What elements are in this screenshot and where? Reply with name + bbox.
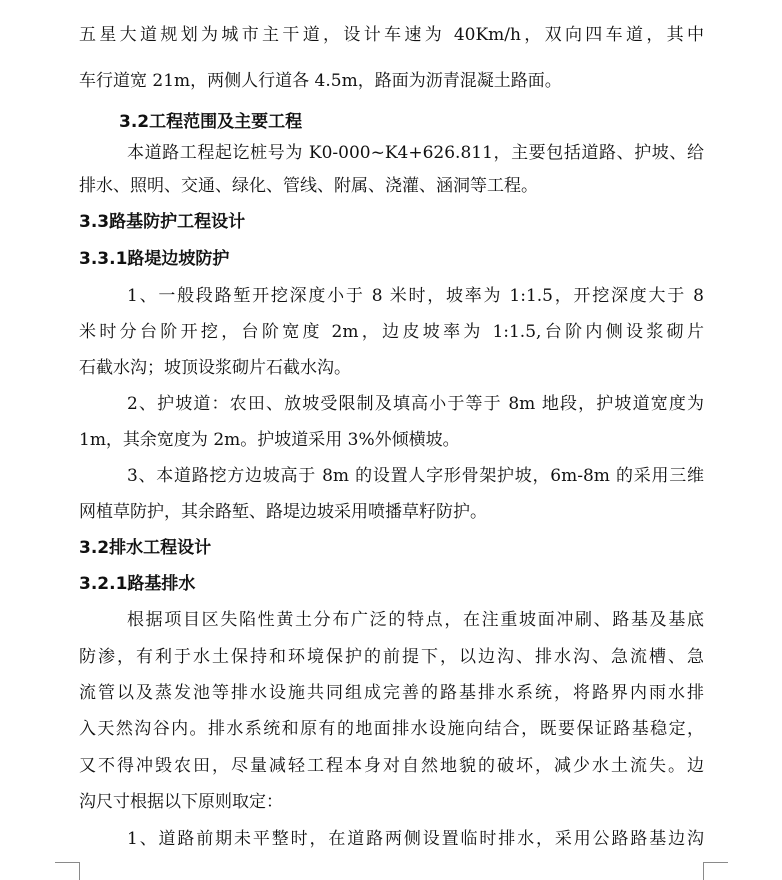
list-item-line: 1、一般段路堑开挖深度小于 8 米时，坡率为 1:1.5，开挖深度大于 8 — [127, 286, 704, 306]
section-heading-3-3: 3.3路基防护工程设计 — [79, 212, 246, 232]
paragraph-line: 沟尺寸根据以下原则取定： — [79, 792, 283, 812]
list-item-line: 网植草防护，其余路堑、路堤边坡采用喷播草籽防护。 — [79, 502, 487, 522]
section-heading-3-2-scope: 3.2工程范围及主要工程 — [119, 112, 303, 132]
list-item-line: 1m，其余宽度为 2m。护坡道采用 3%外倾横坡。 — [79, 430, 460, 450]
section-heading-3-3-1: 3.3.1路堤边坡防护 — [79, 249, 230, 269]
paragraph-line: 入天然沟谷内。排水系统和原有的地面排水设施向结合，既要保证路基稳定， — [79, 719, 704, 739]
section-heading-3-2-drainage: 3.2排水工程设计 — [79, 538, 212, 558]
paragraph-line: 五星大道规划为城市主干道，设计车速为 40Km/h，双向四车道，其中 — [79, 25, 704, 45]
paragraph-line: 车行道宽 21m，两侧人行道各 4.5m，路面为沥青混凝土路面。 — [79, 71, 562, 91]
paragraph-line: 本道路工程起讫桩号为 K0-000~K4+626.811，主要包括道路、护坡、给 — [127, 143, 704, 163]
paragraph-line: 排水、照明、交通、绿化、管线、附属、浇灌、涵洞等工程。 — [79, 176, 538, 196]
paragraph-line: 防渗，有利于水土保持和环境保护的前提下，以边沟、排水沟、急流槽、急 — [79, 647, 704, 667]
list-item-line: 石截水沟；坡顶设浆砌片石截水沟。 — [79, 358, 351, 378]
page-corner-mark-right — [703, 862, 728, 880]
section-heading-3-2-1: 3.2.1路基排水 — [79, 574, 196, 594]
paragraph-line: 根据项目区失陷性黄土分布广泛的特点，在注重坡面冲刷、路基及基底 — [127, 610, 704, 630]
list-item-line: 米时分台阶开挖，台阶宽度 2m，边皮坡率为 1:1.5,台阶内侧设浆砌片 — [79, 322, 704, 342]
list-item-line: 3、本道路挖方边坡高于 8m 的设置人字形骨架护坡，6m-8m 的采用三维 — [127, 466, 704, 486]
paragraph-line: 又不得冲毁农田，尽量减轻工程本身对自然地貌的破坏，减少水土流失。边 — [79, 756, 704, 776]
list-item-line: 1、道路前期未平整时，在道路两侧设置临时排水，采用公路路基边沟 — [127, 829, 704, 849]
page-corner-mark-left — [55, 862, 80, 880]
list-item-line: 2、护坡道：农田、放坡受限制及填高小于等于 8m 地段，护坡道宽度为 — [127, 394, 704, 414]
paragraph-line: 流管以及蒸发池等排水设施共同组成完善的路基排水系统，将路界内雨水排 — [79, 683, 704, 703]
